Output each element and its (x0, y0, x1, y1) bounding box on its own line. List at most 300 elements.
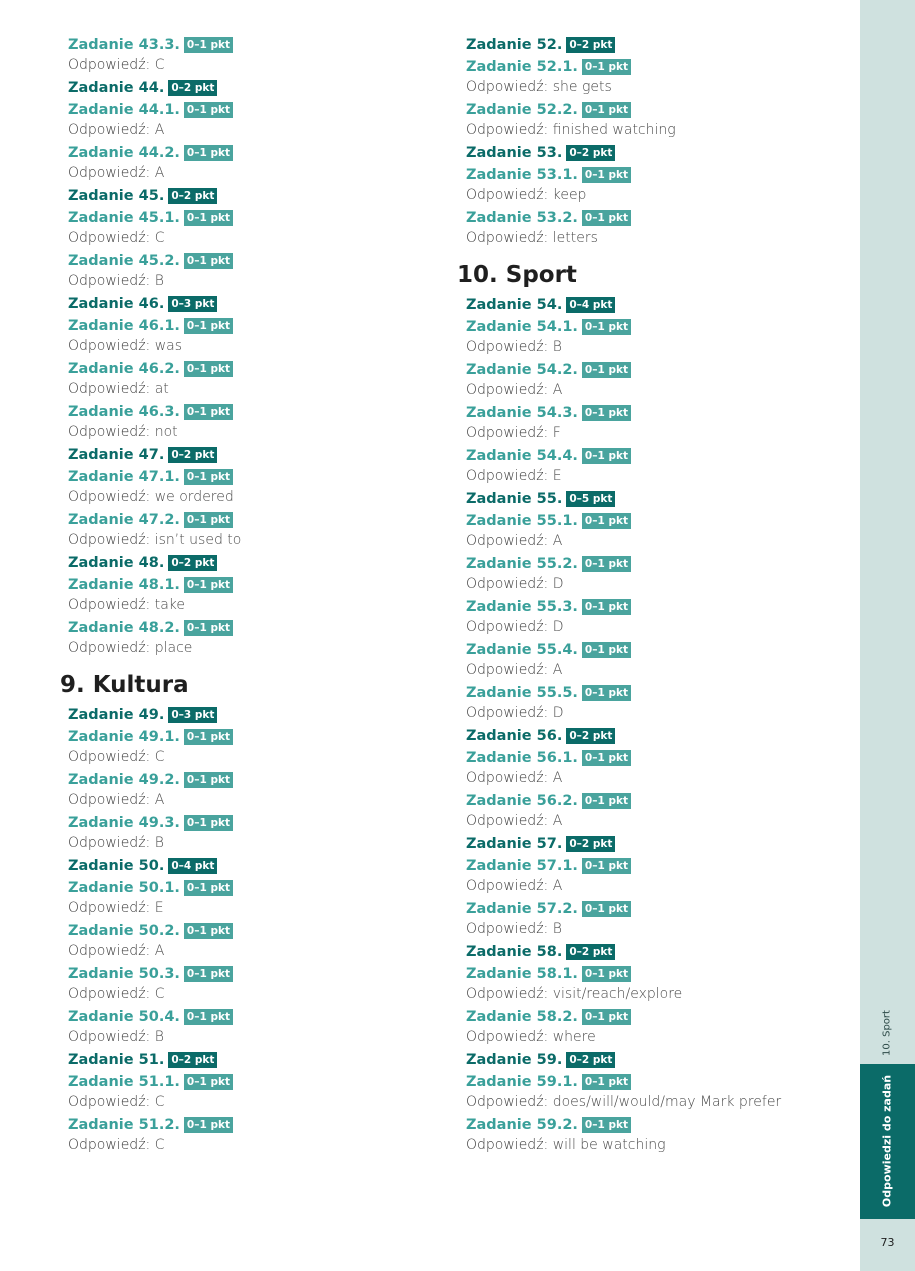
points-badge: 0–1 pkt (582, 1074, 631, 1090)
answer-label: Odpowiedź: (466, 468, 549, 484)
task-label: Zadanie 46.2. (68, 361, 180, 377)
task-label: Zadanie 50.4. (68, 1009, 180, 1025)
task-item (466, 1072, 856, 1113)
task-group (68, 705, 438, 725)
points-badge: 0–1 pkt (582, 513, 631, 529)
answer-label: Odpowiedź: (466, 921, 549, 937)
task-label: Zadanie 50.1. (68, 880, 180, 896)
task-heading (68, 186, 438, 206)
answer-label: Odpowiedź: (68, 1137, 151, 1153)
points-badge: 0–2 pkt (168, 1052, 217, 1068)
task-label: Zadanie 44.1. (68, 102, 180, 118)
task-label: Zadanie 48.2. (68, 620, 180, 636)
task-item (68, 813, 438, 854)
answer-line (68, 941, 438, 962)
task-item (466, 360, 856, 401)
points-badge: 0–1 pkt (582, 1009, 631, 1025)
task-label: Zadanie 53.1. (466, 167, 578, 183)
answer-line (466, 120, 856, 141)
answer-value: D (552, 576, 564, 592)
answer-line (68, 422, 438, 443)
answer-label: Odpowiedź: (466, 1094, 549, 1110)
answer-label: Odpowiedź: (466, 339, 549, 355)
answer-label: Odpowiedź: (68, 273, 151, 289)
answer-value: B (552, 921, 562, 937)
points-badge: 0–1 pkt (184, 1074, 233, 1090)
answer-value: finished watching (552, 122, 676, 138)
task-label: Zadanie 59.1. (466, 1074, 578, 1090)
points-badge: 0–1 pkt (582, 448, 631, 464)
task-heading (466, 1115, 856, 1135)
task-label: Zadanie 51.1. (68, 1074, 180, 1090)
points-badge: 0–1 pkt (582, 319, 631, 335)
task-heading (466, 403, 856, 423)
task-item (466, 446, 856, 487)
task-item (466, 1115, 856, 1156)
task-item (466, 165, 856, 206)
task-group (466, 489, 856, 509)
task-heading (466, 100, 856, 120)
points-badge: 0–1 pkt (582, 167, 631, 183)
points-badge: 0–1 pkt (184, 923, 233, 939)
answer-label: Odpowiedź: (68, 424, 151, 440)
task-heading (466, 942, 856, 962)
side-rail-main-label: Odpowiedzi do zadań (880, 1074, 894, 1208)
answer-label: Odpowiedź: (68, 900, 151, 916)
points-badge: 0–1 pkt (184, 210, 233, 226)
answer-label: Odpowiedź: (466, 813, 549, 829)
task-label: Zadanie 54.1. (466, 319, 578, 335)
task-item (68, 964, 438, 1005)
answer-value: B (552, 339, 562, 355)
task-label: Zadanie 51. (68, 1052, 165, 1068)
task-label: Zadanie 50.2. (68, 923, 180, 939)
task-label: Zadanie 59. (466, 1052, 563, 1068)
task-label: Zadanie 45.1. (68, 210, 180, 226)
answer-line (68, 747, 438, 768)
answer-line (466, 574, 856, 595)
task-group (466, 35, 856, 55)
task-heading (68, 445, 438, 465)
answer-line (68, 163, 438, 184)
task-label: Zadanie 56. (466, 728, 563, 744)
task-item (68, 510, 438, 551)
task-heading (466, 295, 856, 315)
answer-line (466, 185, 856, 206)
answer-line (466, 703, 856, 724)
task-heading (466, 489, 856, 509)
answer-value: E (552, 468, 562, 484)
task-label: Zadanie 46.1. (68, 318, 180, 334)
answer-label: Odpowiedź: (466, 878, 549, 894)
answer-value: A (552, 878, 563, 894)
task-item (466, 100, 856, 141)
task-item (68, 618, 438, 659)
answer-value: was (154, 338, 183, 354)
task-heading (68, 316, 438, 336)
task-label: Zadanie 54.4. (466, 448, 578, 464)
task-group (466, 942, 856, 962)
task-heading (68, 727, 438, 747)
task-label: Zadanie 54. (466, 297, 563, 313)
answer-line (68, 120, 438, 141)
task-label: Zadanie 50. (68, 858, 165, 874)
task-label: Zadanie 46.3. (68, 404, 180, 420)
answer-line (68, 790, 438, 811)
answer-line (466, 919, 856, 940)
task-group (68, 856, 438, 876)
task-heading (68, 878, 438, 898)
task-label: Zadanie 49.3. (68, 815, 180, 831)
points-badge: 0–1 pkt (184, 620, 233, 636)
answer-value: take (154, 597, 186, 613)
answer-label: Odpowiedź: (68, 381, 151, 397)
task-label: Zadanie 54.3. (466, 405, 578, 421)
task-label: Zadanie 55. (466, 491, 563, 507)
answer-value: A (552, 662, 563, 678)
task-heading (466, 899, 856, 919)
points-badge: 0–1 pkt (184, 772, 233, 788)
task-label: Zadanie 53.2. (466, 210, 578, 226)
points-badge: 0–1 pkt (184, 966, 233, 982)
task-label: Zadanie 49.2. (68, 772, 180, 788)
answer-value: we ordered (154, 489, 234, 505)
points-badge: 0–1 pkt (582, 966, 631, 982)
points-badge: 0–1 pkt (582, 210, 631, 226)
points-badge: 0–1 pkt (184, 815, 233, 831)
points-badge: 0–1 pkt (582, 102, 631, 118)
points-badge: 0–1 pkt (582, 599, 631, 615)
answer-value: C (154, 749, 165, 765)
task-group (466, 834, 856, 854)
answer-value: not (154, 424, 178, 440)
points-badge: 0–1 pkt (582, 1117, 631, 1133)
task-heading (68, 294, 438, 314)
points-badge: 0–1 pkt (184, 469, 233, 485)
task-label: Zadanie 57.1. (466, 858, 578, 874)
answer-line (466, 617, 856, 638)
task-label: Zadanie 58.1. (466, 966, 578, 982)
answer-value: A (552, 533, 563, 549)
task-heading (466, 834, 856, 854)
task-label: Zadanie 56.1. (466, 750, 578, 766)
points-badge: 0–3 pkt (168, 707, 217, 723)
task-heading (68, 467, 438, 487)
answer-line (466, 228, 856, 249)
answer-value: visit/reach/explore (552, 986, 683, 1002)
answer-line (68, 1135, 438, 1156)
answer-value: at (154, 381, 169, 397)
task-item (466, 1007, 856, 1048)
answer-value: C (154, 230, 165, 246)
points-badge: 0–1 pkt (184, 404, 233, 420)
answer-label: Odpowiedź: (68, 597, 151, 613)
task-heading (68, 35, 438, 55)
answer-line (68, 898, 438, 919)
task-item (68, 467, 438, 508)
points-badge: 0–1 pkt (582, 405, 631, 421)
points-badge: 0–1 pkt (582, 556, 631, 572)
task-label: Zadanie 47. (68, 447, 165, 463)
task-heading (466, 35, 856, 55)
points-badge: 0–2 pkt (168, 80, 217, 96)
answer-line (466, 984, 856, 1005)
answer-label: Odpowiedź: (466, 382, 549, 398)
answer-line (68, 487, 438, 508)
answer-label: Odpowiedź: (68, 792, 151, 808)
answer-label: Odpowiedź: (68, 943, 151, 959)
points-badge: 0–1 pkt (184, 1117, 233, 1133)
points-badge: 0–2 pkt (566, 944, 615, 960)
task-label: Zadanie 57.2. (466, 901, 578, 917)
task-item (68, 878, 438, 919)
points-badge: 0–1 pkt (184, 880, 233, 896)
task-label: Zadanie 46. (68, 296, 165, 312)
task-item (466, 791, 856, 832)
task-group (68, 294, 438, 314)
answer-value: C (154, 57, 165, 73)
task-heading (68, 813, 438, 833)
answer-label: Odpowiedź: (466, 662, 549, 678)
task-item (68, 1115, 438, 1156)
task-item (68, 1072, 438, 1113)
task-heading (68, 618, 438, 638)
task-item (466, 683, 856, 724)
answer-value: B (154, 835, 164, 851)
answer-value: where (552, 1029, 596, 1045)
answer-line (466, 423, 856, 444)
answer-line (68, 984, 438, 1005)
points-badge: 0–1 pkt (184, 318, 233, 334)
task-label: Zadanie 52. (466, 37, 563, 53)
points-badge: 0–3 pkt (168, 296, 217, 312)
answer-line (466, 1135, 856, 1156)
answer-line (466, 466, 856, 487)
points-badge: 0–2 pkt (168, 555, 217, 571)
task-heading (68, 770, 438, 790)
task-group (68, 445, 438, 465)
answer-line (68, 228, 438, 249)
points-badge: 0–1 pkt (582, 362, 631, 378)
task-label: Zadanie 44. (68, 80, 165, 96)
task-item (466, 317, 856, 358)
task-label: Zadanie 48. (68, 555, 165, 571)
task-heading (466, 165, 856, 185)
task-label: Zadanie 59.2. (466, 1117, 578, 1133)
points-badge: 0–1 pkt (582, 750, 631, 766)
points-badge: 0–4 pkt (566, 297, 615, 313)
task-item (68, 208, 438, 249)
answer-line (68, 336, 438, 357)
task-item (68, 402, 438, 443)
task-heading (466, 554, 856, 574)
task-label: Zadanie 43.3. (68, 37, 180, 53)
task-item (466, 640, 856, 681)
points-badge: 0–1 pkt (582, 901, 631, 917)
task-label: Zadanie 54.2. (466, 362, 578, 378)
task-label: Zadanie 44.2. (68, 145, 180, 161)
task-label: Zadanie 49. (68, 707, 165, 723)
answer-line (68, 271, 438, 292)
answer-label: Odpowiedź: (466, 705, 549, 721)
points-badge: 0–1 pkt (582, 793, 631, 809)
task-label: Zadanie 47.2. (68, 512, 180, 528)
answer-value: A (154, 943, 165, 959)
task-heading (68, 964, 438, 984)
points-badge: 0–1 pkt (184, 1009, 233, 1025)
answer-line (68, 55, 438, 76)
task-group (466, 1050, 856, 1070)
task-label: Zadanie 55.5. (466, 685, 578, 701)
points-badge: 0–1 pkt (184, 37, 233, 53)
answer-label: Odpowiedź: (68, 338, 151, 354)
task-heading (466, 1050, 856, 1070)
task-item (466, 403, 856, 444)
side-rail-section-label: 10. Sport (881, 1010, 893, 1056)
task-heading (68, 575, 438, 595)
task-heading (68, 1115, 438, 1135)
answer-value: F (552, 425, 561, 441)
answer-line (68, 530, 438, 551)
answer-label: Odpowiedź: (466, 986, 549, 1002)
answer-label: Odpowiedź: (68, 986, 151, 1002)
answer-value: letters (552, 230, 598, 246)
task-group (466, 295, 856, 315)
task-item (466, 511, 856, 552)
answer-line (466, 811, 856, 832)
points-badge: 0–2 pkt (566, 1052, 615, 1068)
task-item (466, 964, 856, 1005)
task-heading (466, 640, 856, 660)
answer-line (68, 379, 438, 400)
answer-value: isn’t used to (154, 532, 242, 548)
answer-line (466, 660, 856, 681)
task-heading (68, 78, 438, 98)
answer-value: C (154, 1094, 165, 1110)
answer-line (68, 1027, 438, 1048)
answer-line (68, 1092, 438, 1113)
answer-line (466, 380, 856, 401)
answer-label: Odpowiedź: (466, 1137, 549, 1153)
answer-label: Odpowiedź: (68, 122, 151, 138)
task-item (68, 575, 438, 616)
task-label: Zadanie 49.1. (68, 729, 180, 745)
task-item (466, 554, 856, 595)
task-item (68, 35, 438, 76)
task-label: Zadanie 50.3. (68, 966, 180, 982)
task-heading (466, 726, 856, 746)
answer-label: Odpowiedź: (68, 230, 151, 246)
answer-label: Odpowiedź: (466, 187, 549, 203)
task-label: Zadanie 48.1. (68, 577, 180, 593)
answer-label: Odpowiedź: (68, 57, 151, 73)
points-badge: 0–2 pkt (566, 836, 615, 852)
answer-line (466, 768, 856, 789)
task-group (68, 186, 438, 206)
answer-line (466, 876, 856, 897)
answer-label: Odpowiedź: (466, 770, 549, 786)
answer-value: keep (552, 187, 587, 203)
task-item (68, 727, 438, 768)
points-badge: 0–2 pkt (168, 447, 217, 463)
answer-line (68, 833, 438, 854)
points-badge: 0–2 pkt (566, 728, 615, 744)
task-label: Zadanie 55.3. (466, 599, 578, 615)
task-heading (68, 143, 438, 163)
points-badge: 0–1 pkt (582, 685, 631, 701)
answer-line (466, 1092, 856, 1113)
points-badge: 0–1 pkt (184, 729, 233, 745)
task-label: Zadanie 55.4. (466, 642, 578, 658)
answer-value: A (552, 813, 563, 829)
points-badge: 0–1 pkt (184, 577, 233, 593)
task-heading (466, 1072, 856, 1092)
answer-value: E (154, 900, 164, 916)
answer-value: A (154, 122, 165, 138)
answer-value: B (154, 1029, 164, 1045)
answer-line (68, 595, 438, 616)
answer-label: Odpowiedź: (68, 532, 151, 548)
task-heading (68, 1072, 438, 1092)
points-badge: 0–1 pkt (184, 253, 233, 269)
task-heading (466, 360, 856, 380)
answer-label: Odpowiedź: (466, 230, 549, 246)
answer-value: C (154, 1137, 165, 1153)
answer-label: Odpowiedź: (68, 835, 151, 851)
task-heading (466, 317, 856, 337)
answer-label: Odpowiedź: (466, 533, 549, 549)
task-item (466, 57, 856, 98)
task-item (68, 1007, 438, 1048)
answer-line (466, 77, 856, 98)
task-item (68, 921, 438, 962)
task-item (466, 208, 856, 249)
task-heading (68, 208, 438, 228)
task-group (68, 1050, 438, 1070)
points-badge: 0–1 pkt (184, 361, 233, 377)
task-heading (68, 359, 438, 379)
answer-value: A (552, 770, 563, 786)
task-heading (466, 748, 856, 768)
task-label: Zadanie 52.2. (466, 102, 578, 118)
answer-label: Odpowiedź: (466, 425, 549, 441)
answer-label: Odpowiedź: (68, 749, 151, 765)
answer-label: Odpowiedź: (68, 1094, 151, 1110)
task-item (68, 143, 438, 184)
answer-line (68, 638, 438, 659)
task-label: Zadanie 57. (466, 836, 563, 852)
task-item (68, 316, 438, 357)
points-badge: 0–1 pkt (184, 102, 233, 118)
answer-value: D (552, 619, 564, 635)
task-heading (68, 921, 438, 941)
answer-label: Odpowiedź: (466, 576, 549, 592)
answer-value: B (154, 273, 164, 289)
task-group (466, 726, 856, 746)
task-heading (466, 683, 856, 703)
answer-label: Odpowiedź: (68, 640, 151, 656)
task-heading (68, 856, 438, 876)
answer-line (466, 1027, 856, 1048)
answer-value: C (154, 986, 165, 1002)
answer-label: Odpowiedź: (466, 1029, 549, 1045)
points-badge: 0–2 pkt (168, 188, 217, 204)
answer-line (466, 531, 856, 552)
task-label: Zadanie 56.2. (466, 793, 578, 809)
points-badge: 0–1 pkt (184, 145, 233, 161)
task-group (68, 553, 438, 573)
points-badge: 0–2 pkt (566, 145, 615, 161)
